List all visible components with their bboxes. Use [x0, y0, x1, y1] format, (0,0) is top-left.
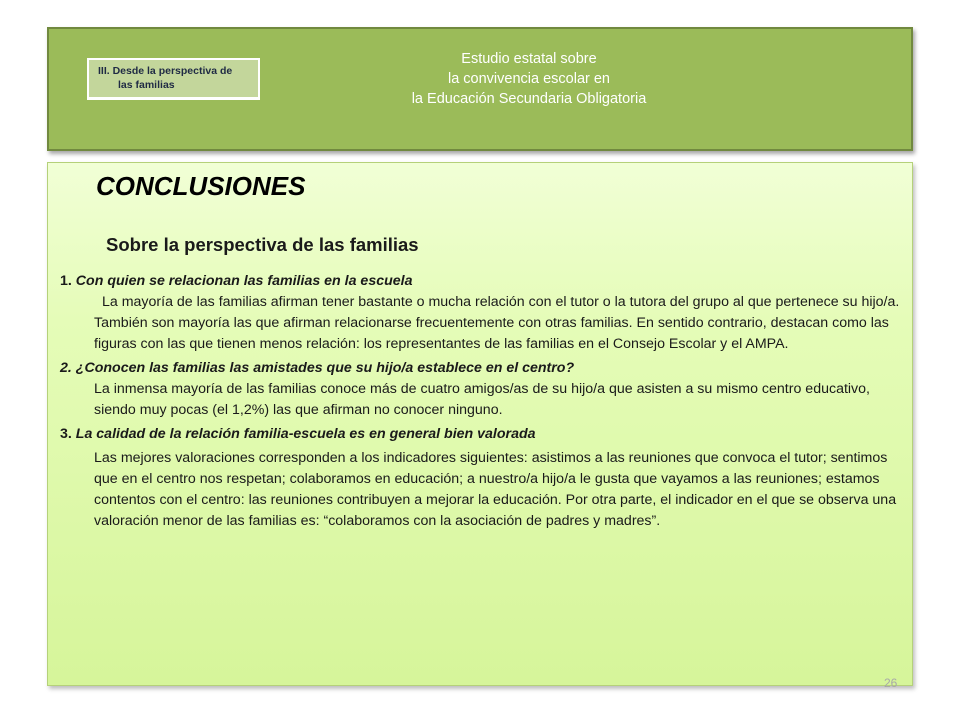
- header-title: [279, 49, 779, 109]
- question-3-text: La calidad de la relación familia-escuela es en general bien valorada: [75, 426, 536, 442]
- section-tag: [87, 58, 260, 100]
- section-tag-line2: las familias: [118, 79, 175, 91]
- header-title-line3: la Educación Secundaria Obligatoria: [411, 91, 647, 107]
- question-2: [57, 358, 907, 379]
- question-1-text: Con quien se relacionan las familias en la escuela: [75, 273, 413, 289]
- header-title-line1: Estudio estatal sobre: [461, 51, 597, 67]
- page-number: 26: [884, 676, 898, 690]
- question-1: [57, 271, 907, 292]
- question-2-text: ¿Conocen las familias las amistades que su hijo/a establece en el centro?: [75, 360, 575, 376]
- slide-header: [47, 27, 913, 151]
- page-title: CONCLUSIONES: [96, 171, 306, 201]
- answer-2: La inmensa mayoría de las familias conoce más de cuatro amigos/as de su hijo/a que asisten a su mismo centro educativo, siendo muy pocas (el 1,2%) las que afirman no conocer ninguno.: [94, 381, 870, 418]
- answer-1: La mayoría de las familias afirman tener bastante o mucha relación con el tutor o la tutora del grupo al que pertenece su hijo/a. También son mayoría las que afirman relacionarse frecuentemente con otras familias. En sentido contrario, destacan como las figuras con las que tienen menos relación: los representantes de las familias en el Consejo Escolar y el AMPA.: [94, 294, 900, 352]
- content-panel: [47, 162, 913, 686]
- question-1-number: 1.: [60, 273, 72, 289]
- question-3-number: 3.: [60, 426, 72, 442]
- section-tag-line1: III. Desde la perspectiva de: [98, 65, 233, 77]
- question-2-number: 2.: [60, 360, 72, 376]
- subtitle: Sobre la perspectiva de las familias: [106, 234, 419, 255]
- answer-3: Las mejores valoraciones corresponden a los indicadores siguientes: asistimos a las reuniones que convoca el tutor; sentimos que en el centro nos respetan; colaboramos en educación; a nuestro/a hijo/a le gusta que vayamos a las reuniones; estamos contentos con el centro: las reuniones contribuyen a mejorar la educación. Por otra parte, el indicador en el que se observa una valoración menor de las familias es: “colaboramos con la asociación de padres y madres”.: [94, 450, 897, 529]
- question-3: [57, 424, 907, 445]
- header-title-line2: la convivencia escolar en: [447, 71, 610, 87]
- conclusions-body: [57, 271, 907, 532]
